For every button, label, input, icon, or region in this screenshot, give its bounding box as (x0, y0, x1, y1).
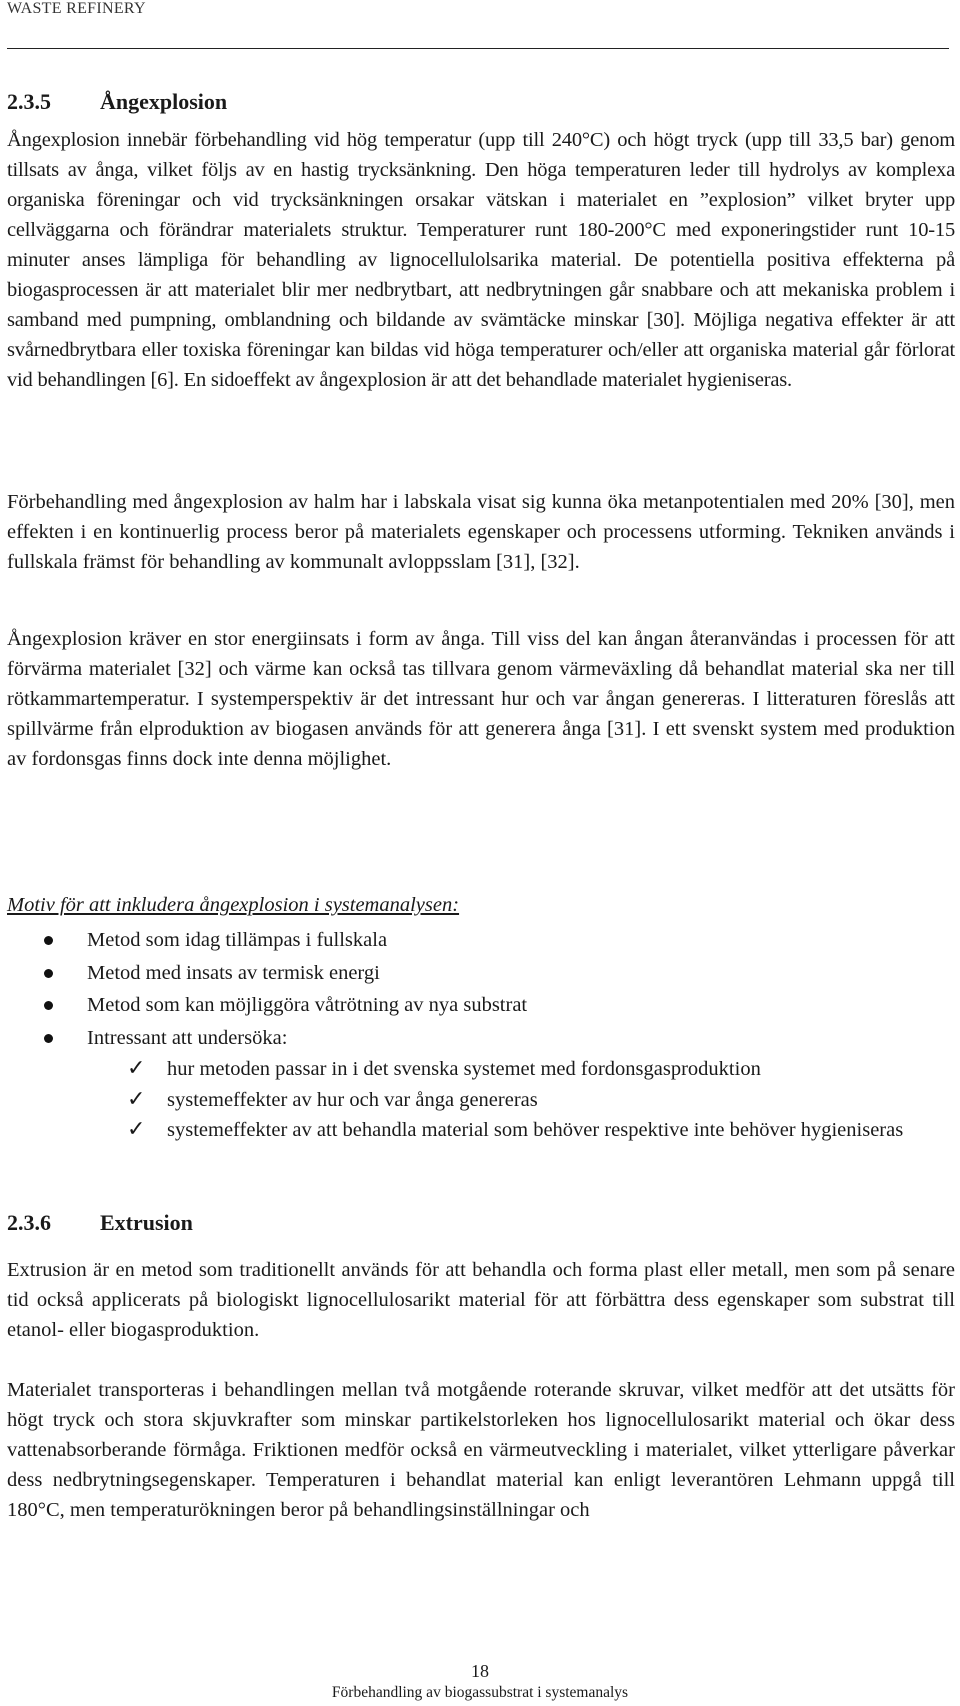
list-item-text: Metod som kan möjliggöra våtrötning av nya substrat (87, 994, 528, 1016)
list-item-text: Metod som idag tillämpas i fullskala (87, 929, 388, 951)
checkmark-icon: ✓ (127, 1056, 146, 1081)
check-item-text: hur metoden passar in i det svenska systemet med fordonsgasproduktion (167, 1058, 761, 1080)
paragraph: Materialet transporteras i behandlingen mellan två motgående roterande skruvar, vilket medför att det utsätts för högt tryck och stora skjuvkrafter som minskar partikelstorleken hos lignocellulosarikt material och ökar dess vattenabsorberande förmåga. Friktionen medför också en värmeutveckling i materialet, vilket ytterligare påverkar dess nedbrytningsegenskaper. Temperaturen i behandlat material kan enligt leverantören Lehmann uppgå till 180°C, men temperaturökningen beror på behandlingsinställningar och (7, 1379, 955, 1521)
checkmark-icon: ✓ (127, 1086, 146, 1112)
motiv-list (0, 924, 960, 1146)
check-item (87, 1085, 960, 1116)
paragraph: Ångexplosion kräver en stor energiinsats i form av ånga. Till viss del kan ångan återanvändas i processen för att förvärma materialet [32] och värme kan också tas tillvara genom värmeväxling då behandlat material ska ner till rötkammartemperatur. I systemperspektiv är det intressant hur och var ångan genereras. I litteraturen föreslås att spillvärme från elproduktion av biogasen används för att generera ånga [31]. I ett svenskt system med produktion av fordonsgas finns dock inte denna möjlighet. (7, 628, 955, 770)
paragraph: Förbehandling med ångexplosion av halm har i labskala visat sig kunna öka metanpotentialen med 20% [30], men effekten i en kontinuerlig process beror på materialets egenskaper och processens utforming. Tekniken används i fullskala främst för behandling av kommunalt avloppsslam [31], [32]. (7, 491, 955, 573)
check-list (87, 1054, 960, 1146)
section-heading-2-3-6 (7, 1210, 607, 1240)
running-header (7, 0, 949, 49)
check-item-text: systemeffekter av hur och var ånga genereras (167, 1088, 538, 1111)
footer-title: Förbehandling av biogassubstrat i systemanalys (331, 1684, 629, 1701)
motiv-heading: Motiv för att inkludera ångexplosion i systemanalysen: (7, 894, 460, 916)
section-number: 2.3.6 (7, 1210, 51, 1235)
check-item (87, 1054, 960, 1085)
paragraph: Ångexplosion innebär förbehandling vid hög temperatur (upp till 240°C) och högt tryck (upp till 33,5 bar) genom tillsats av ånga, vilket följs av en hastig trycksänkning. Den höga temperaturen leder till hydrolys av komplexa organiska föreningar och vid trycksänkningen orsakar vätskan i materialet en ”explosion” vilket bryter upp cellväggarna och förändrar materialets struktur. Temperaturer runt 180-200°C med exponeringstider runt 10-15 minuter anses lämpliga för behandling av lignocellulolsarika material. De potentiella positiva effekterna på biogasprocessen är att materialet blir mer nedbrytbart, att nedbrytningen går snabbare och att mekaniska problem i samband med pumpning, omblandning och bildande av svämtäcke minskar [30]. Möjliga negativa effekter är att svårnedbrytbara eller toxiska föreningar kan bildas vid höga temperaturer och/eller att organiska material går förlorat vid behandlingen [6]. En sidoeffekt av ångexplosion är att det behandlade materialet hygieniseras. (7, 129, 955, 391)
list-item-text: Intressant att undersöka: (87, 1026, 288, 1049)
running-title: WASTE REFINERY (7, 0, 146, 17)
list-item-text: Metod med insats av termisk energi (87, 961, 380, 984)
list-item (0, 1022, 960, 1146)
bullet-icon (44, 936, 53, 945)
bullet-icon (44, 1034, 53, 1043)
section-title: Ångexplosion (100, 89, 228, 114)
check-item (87, 1115, 960, 1146)
list-item (0, 924, 960, 957)
section-heading-2-3-5 (7, 89, 607, 119)
check-item-text: systemeffekter av att behandla material som behöver respektive inte behöver hygieniseras (167, 1119, 904, 1141)
bullet-icon (44, 969, 53, 978)
section-number: 2.3.5 (7, 89, 51, 114)
section-title: Extrusion (100, 1210, 193, 1235)
checkmark-icon: ✓ (127, 1117, 146, 1142)
bullet-icon (44, 1001, 53, 1010)
list-item (0, 957, 960, 990)
page-number: 18 (471, 1661, 489, 1681)
paragraph: Extrusion är en metod som traditionellt används för att behandla och forma plast eller metall, men som på senare tid också applicerats på biologiskt lignocellulosarikt material för att förbättra dess egenskaper som substrat till etanol- eller biogasproduktion. (7, 1259, 955, 1341)
list-item (0, 989, 960, 1022)
